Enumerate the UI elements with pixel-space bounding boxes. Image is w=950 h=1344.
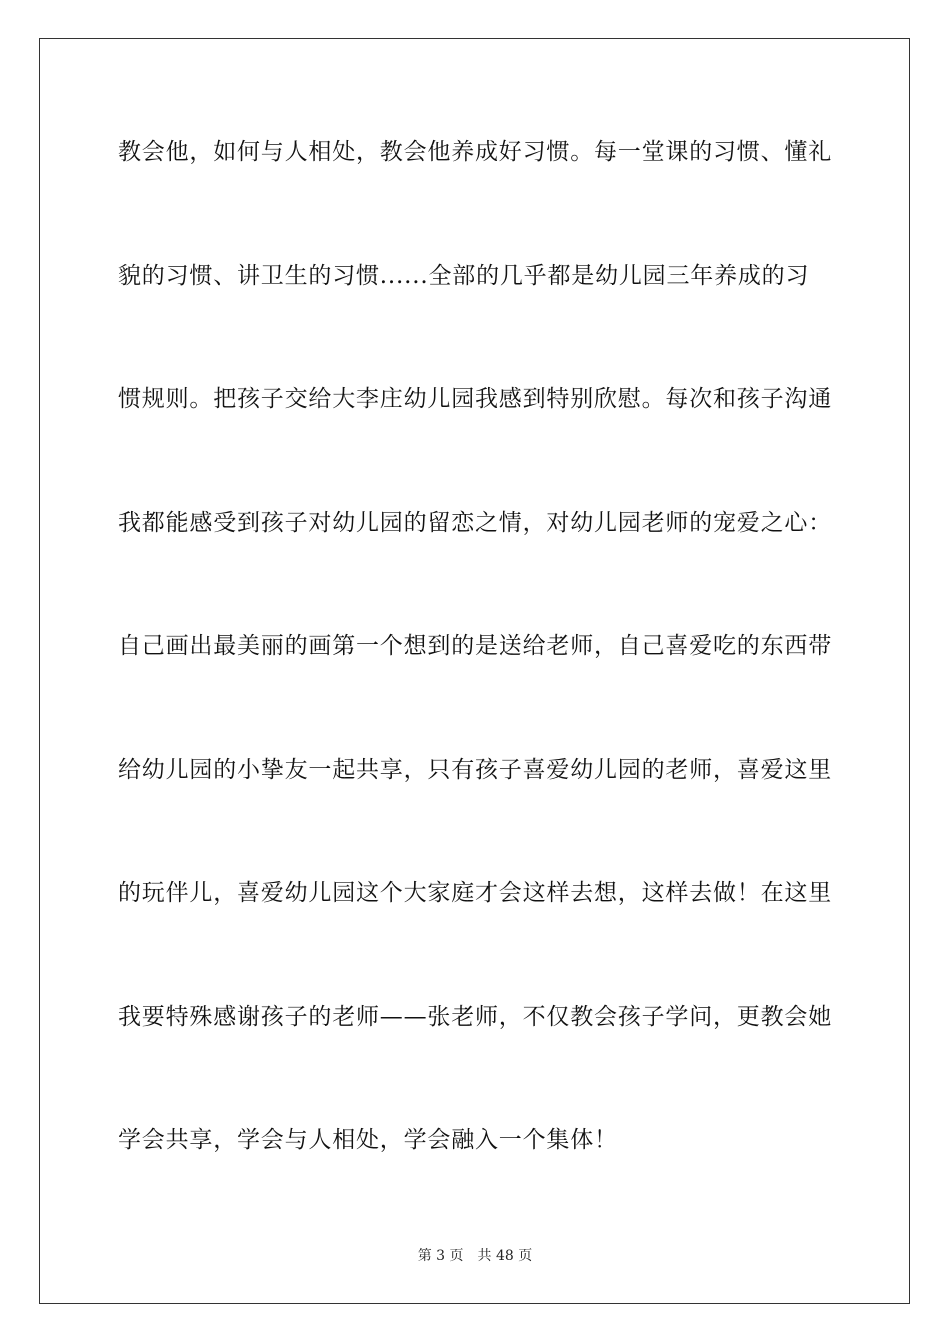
body-text-line: 貌的习惯、讲卫生的习惯......全部的几乎都是幼儿园三年养成的习 <box>118 263 810 289</box>
page-footer <box>0 1247 950 1265</box>
body-text-line: 给幼儿园的小挚友一起共享，只有孩子喜爱幼儿园的老师，喜爱这里 <box>118 757 832 783</box>
body-text-line: 惯规则。把孩子交给大李庄幼儿园我感到特别欣慰。每次和孩子沟通 <box>118 386 832 412</box>
body-text-line: 我都能感受到孩子对幼儿园的留恋之情，对幼儿园老师的宠爱之心： <box>118 510 832 536</box>
body-text-line: 学会共享，学会与人相处，学会融入一个集体！ <box>118 1127 618 1153</box>
page-number: 第 3 页 <box>417 1248 464 1264</box>
body-text-line: 我要特殊感谢孩子的老师——张老师，不仅教会孩子学问，更教会她 <box>118 1004 832 1030</box>
body-text-line: 的玩伴儿，喜爱幼儿园这个大家庭才会这样去想，这样去做！在这里 <box>118 880 832 906</box>
page-total: 共 48 页 <box>477 1248 533 1264</box>
page-frame <box>39 38 910 1304</box>
body-text-line: 教会他，如何与人相处，教会他养成好习惯。每一堂课的习惯、懂礼 <box>118 139 832 165</box>
body-text-line: 自己画出最美丽的画第一个想到的是送给老师，自己喜爱吃的东西带 <box>118 633 832 659</box>
